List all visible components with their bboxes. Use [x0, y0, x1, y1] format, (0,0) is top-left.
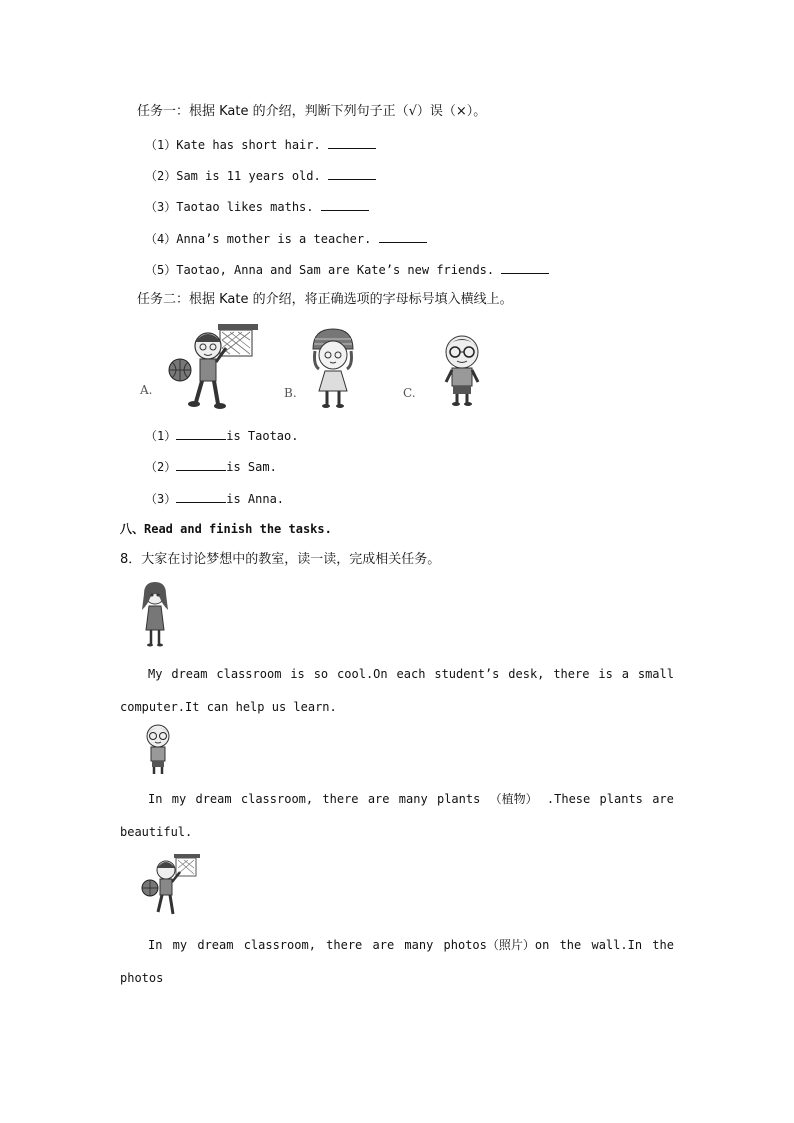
paragraph-1-line-2: computer.It can help us learn. — [120, 700, 337, 714]
speaker-girl-image — [138, 580, 172, 650]
option-b-girl-image — [305, 325, 361, 411]
word: .These — [546, 792, 591, 806]
word: there — [326, 938, 363, 952]
task1-item-4 — [145, 230, 427, 247]
word: is — [598, 667, 613, 681]
word: many — [404, 938, 434, 952]
word: dream — [195, 792, 232, 806]
item-text: Taotao, Anna and Sam are Kate’s new friends. — [176, 263, 495, 277]
answer-blank[interactable] — [328, 167, 376, 180]
item-number: （1） — [145, 138, 177, 152]
word: are — [372, 938, 395, 952]
paragraph-1-line-1 — [148, 666, 674, 682]
task2-heading: 任务二：根据 Kate 的介绍，将正确选项的字母标号填入横线上。 — [137, 292, 513, 307]
speaker-basketball-boy-image — [138, 852, 202, 920]
task1-item-5 — [145, 261, 549, 278]
task1-item-2 — [145, 167, 376, 184]
word: photos（照片）on — [443, 938, 550, 952]
word: desk, — [508, 667, 545, 681]
word: the — [652, 938, 674, 952]
word: student’s — [434, 667, 500, 681]
word: classroom, — [240, 792, 314, 806]
item-text: is Anna. — [226, 492, 285, 506]
item-number: （4） — [145, 232, 177, 246]
word: plants — [599, 792, 643, 806]
word: are — [367, 792, 390, 806]
word: each — [396, 667, 426, 681]
word: many — [398, 792, 428, 806]
task2-item-3 — [145, 490, 284, 507]
item-number: （3） — [145, 200, 177, 214]
task2-item-1 — [145, 427, 298, 444]
item-text: Kate has short hair. — [176, 138, 321, 152]
word: My — [148, 667, 163, 681]
paragraph-3-line-2: photos — [120, 971, 164, 985]
word: a — [621, 667, 629, 681]
speaker-boy-glasses-image — [138, 722, 178, 778]
word: cool.On — [337, 667, 388, 681]
word: there — [322, 792, 359, 806]
task1-item-1 — [145, 136, 376, 153]
question-8: 8．大家在讨论梦想中的教室，读一读，完成相关任务。 — [120, 552, 441, 567]
answer-blank[interactable] — [321, 198, 369, 211]
item-text: Sam is 11 years old. — [176, 169, 321, 183]
word: classroom — [216, 667, 282, 681]
item-number: （3） — [145, 492, 177, 506]
word: is — [290, 667, 305, 681]
answer-blank[interactable] — [379, 230, 427, 243]
item-text: is Sam. — [226, 460, 277, 474]
word: there — [553, 667, 590, 681]
item-number: （2） — [145, 169, 177, 183]
task1-heading: 任务一：根据 Kate 的介绍，判断下列句子正（√）误（×）。 — [137, 104, 487, 119]
paragraph-2-line-2: beautiful. — [120, 825, 193, 839]
task2-item-2 — [145, 458, 277, 475]
answer-blank[interactable] — [176, 490, 226, 503]
section-title: 八、Read and finish the tasks. — [120, 522, 332, 536]
word: classroom, — [243, 938, 316, 952]
word: wall.In — [591, 938, 643, 952]
option-c-label: C. — [403, 386, 416, 400]
task1-item-3 — [145, 198, 369, 215]
answer-blank[interactable] — [501, 261, 549, 274]
word: dream — [197, 938, 234, 952]
word: so — [313, 667, 329, 681]
answer-blank[interactable] — [328, 136, 376, 149]
answer-blank[interactable] — [176, 458, 226, 471]
item-number: （5） — [145, 263, 177, 277]
paragraph-2-line-1 — [148, 791, 674, 807]
word: dream — [171, 667, 208, 681]
answer-blank[interactable] — [176, 427, 226, 440]
word: are — [652, 792, 674, 806]
word: the — [559, 938, 582, 952]
paragraph-3-line-1 — [148, 937, 674, 953]
item-number: （1） — [145, 429, 177, 443]
word: （植物） — [489, 792, 538, 806]
option-a-label: A. — [140, 383, 153, 397]
option-a-basketball-boy-image — [160, 320, 260, 412]
word: small — [637, 667, 674, 681]
word: my — [171, 792, 187, 806]
item-number: （2） — [145, 460, 177, 474]
word: my — [172, 938, 188, 952]
option-c-boy-image — [432, 330, 492, 408]
word: plants — [436, 792, 481, 806]
item-text: Anna’s mother is a teacher. — [176, 232, 372, 246]
item-text: is Taotao. — [226, 429, 299, 443]
word: In — [148, 938, 163, 952]
item-text: Taotao likes maths. — [176, 200, 314, 214]
option-b-label: B. — [284, 386, 297, 400]
word: In — [148, 792, 163, 806]
